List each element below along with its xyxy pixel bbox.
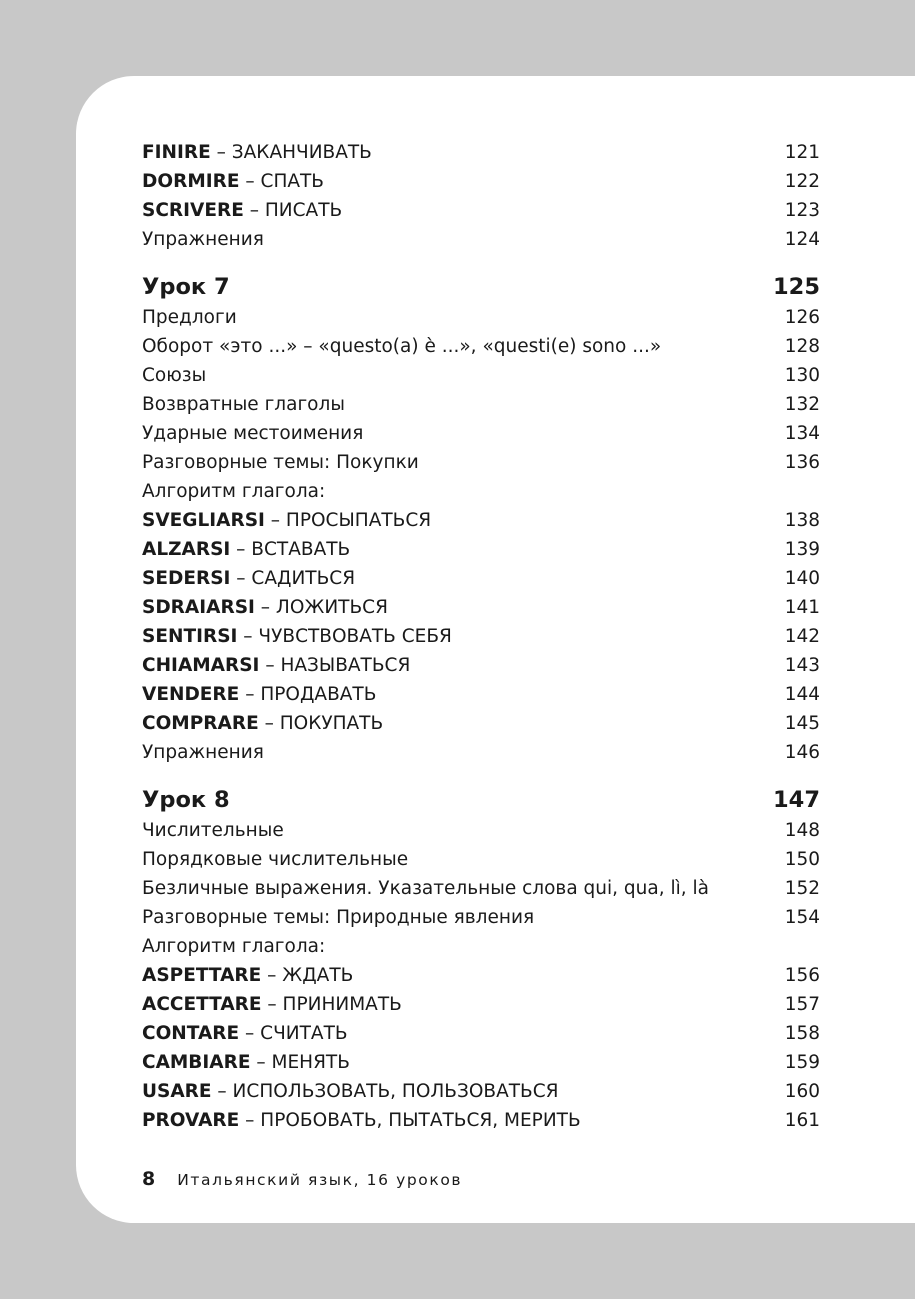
entry-text: – СПАТЬ [239, 171, 325, 192]
toc-entry[interactable] [142, 1048, 820, 1077]
page-number: 8 [142, 1168, 156, 1190]
entry-text: Разговорные темы: Природные явления [142, 907, 535, 928]
entry-label [142, 874, 709, 903]
entry-page-number: 130 [784, 365, 820, 386]
toc-entry[interactable] [142, 225, 820, 254]
entry-label [142, 535, 350, 564]
entry-page-number: 136 [784, 452, 820, 473]
toc-entry[interactable] [142, 593, 820, 622]
entry-label [142, 961, 353, 990]
entry-text: Упражнения [142, 229, 264, 250]
entry-text: Безличные выражения. Указательные слова qui, qua, lì, là [142, 878, 709, 899]
entry-verb: ASPETTARE [142, 965, 262, 986]
entry-label [142, 903, 534, 932]
entry-verb: PROVARE [142, 1110, 240, 1131]
entry-label [142, 738, 264, 767]
entry-page-number: 134 [784, 423, 820, 444]
entry-text: – ПРОСЫПАТЬСЯ [264, 510, 432, 531]
entry-verb: SEDERSI [142, 568, 231, 589]
entry-text: – ВСТАВАТЬ [230, 539, 351, 560]
entry-verb: USARE [142, 1081, 212, 1102]
lesson-page-number: 147 [773, 787, 820, 813]
entry-text: Разговорные темы: Покупки [142, 452, 419, 473]
entry-label [142, 303, 237, 332]
entry-label [142, 419, 363, 448]
entry-page-number: 128 [784, 336, 820, 357]
entry-text: Предлоги [142, 307, 237, 328]
entry-verb: COMPRARE [142, 713, 259, 734]
entry-text: – ЖДАТЬ [261, 965, 354, 986]
entry-verb: DORMIRE [142, 171, 240, 192]
toc-entry[interactable] [142, 419, 820, 448]
entry-page-number: 126 [784, 307, 820, 328]
toc-entry[interactable] [142, 738, 820, 767]
entry-text: – ЧУВСТВОВАТЬ СЕБЯ [237, 626, 452, 647]
entry-page-number: 159 [784, 1052, 820, 1073]
entry-page-number: 121 [784, 142, 820, 163]
entry-page-number: 161 [784, 1110, 820, 1131]
entry-text: – ИСПОЛЬЗОВАТЬ, ПОЛЬЗОВАТЬСЯ [211, 1081, 559, 1102]
toc-entry[interactable] [142, 651, 820, 680]
toc-entry[interactable] [142, 506, 820, 535]
lesson-heading[interactable] [142, 271, 820, 303]
entry-text: – САДИТЬСЯ [230, 568, 356, 589]
entry-page-number: 148 [784, 820, 820, 841]
entry-verb: CAMBIARE [142, 1052, 251, 1073]
entry-label [142, 225, 264, 254]
entry-verb: ACCETTARE [142, 994, 262, 1015]
lesson-page-number: 125 [773, 274, 820, 300]
entry-label [142, 1106, 581, 1135]
toc-entry[interactable] [142, 390, 820, 419]
entry-label [142, 332, 661, 361]
entry-page-number: 160 [784, 1081, 820, 1102]
toc-entry[interactable] [142, 709, 820, 738]
entry-text: – НАЗЫВАТЬСЯ [259, 655, 411, 676]
entry-verb: SCRIVERE [142, 200, 244, 221]
entry-text: – ЗАКАНЧИВАТЬ [210, 142, 372, 163]
entry-text: Числительные [142, 820, 284, 841]
toc-entry[interactable] [142, 1019, 820, 1048]
lesson-title: Урок 7 [142, 274, 230, 300]
entry-label [142, 564, 355, 593]
entry-label [142, 651, 410, 680]
toc-entry[interactable] [142, 448, 820, 477]
entry-text: – ПРИНИМАТЬ [261, 994, 402, 1015]
entry-verb: SVEGLIARSI [142, 510, 265, 531]
toc-entry[interactable] [142, 303, 820, 332]
entry-label [142, 390, 345, 419]
entry-verb: SDRAIARSI [142, 597, 255, 618]
page-footer [142, 1168, 462, 1190]
entry-text: Возвратные глаголы [142, 394, 345, 415]
toc-entry[interactable] [142, 138, 820, 167]
entry-label [142, 506, 431, 535]
entry-page-number: 150 [784, 849, 820, 870]
toc-entry[interactable] [142, 961, 820, 990]
entry-verb: FINIRE [142, 142, 211, 163]
entry-page-number: 154 [784, 907, 820, 928]
entry-verb: CONTARE [142, 1023, 240, 1044]
entry-text: Алгоритм глагола: [142, 481, 326, 502]
entry-label [142, 1019, 348, 1048]
entry-text: Алгоритм глагола: [142, 936, 326, 957]
entry-text: Упражнения [142, 742, 264, 763]
entry-label [142, 196, 342, 225]
entry-label [142, 477, 325, 506]
toc-entry[interactable] [142, 1077, 820, 1106]
entry-page-number: 152 [784, 878, 820, 899]
toc-entry[interactable] [142, 816, 820, 845]
lesson-title: Урок 8 [142, 787, 230, 813]
entry-page-number: 122 [784, 171, 820, 192]
entry-label [142, 448, 419, 477]
toc-entry[interactable] [142, 680, 820, 709]
running-title: Итальянский язык, 16 уроков [177, 1171, 463, 1189]
toc-entry[interactable] [142, 990, 820, 1019]
entry-text: – ЛОЖИТЬСЯ [254, 597, 388, 618]
entry-text: – ПИСАТЬ [243, 200, 343, 221]
toc-entry[interactable] [142, 361, 820, 390]
entry-page-number: 144 [784, 684, 820, 705]
entry-text: Союзы [142, 365, 207, 386]
entry-text: Порядковые числительные [142, 849, 409, 870]
entry-text: – ПРОБОВАТЬ, ПЫТАТЬСЯ, МЕРИТЬ [239, 1110, 581, 1131]
entry-text: – МЕНЯТЬ [250, 1052, 350, 1073]
toc-entry[interactable] [142, 564, 820, 593]
entry-label [142, 1077, 559, 1106]
entry-text: Оборот «это ...» – «questo(a) è ...», «questi(e) sono ...» [142, 336, 662, 357]
entry-label [142, 167, 324, 196]
entry-label [142, 593, 388, 622]
entry-page-number: 138 [784, 510, 820, 531]
entry-label [142, 1048, 350, 1077]
entry-verb: SENTIRSI [142, 626, 238, 647]
lesson-heading[interactable] [142, 784, 820, 816]
toc-entry[interactable] [142, 535, 820, 564]
entry-label [142, 680, 376, 709]
entry-page-number: 123 [784, 200, 820, 221]
entry-page-number: 146 [784, 742, 820, 763]
toc-entry[interactable] [142, 332, 820, 361]
toc-entry[interactable] [142, 845, 820, 874]
entry-label [142, 990, 402, 1019]
entry-label [142, 622, 452, 651]
toc-entry[interactable] [142, 903, 820, 932]
entry-page-number: 141 [784, 597, 820, 618]
entry-page-number: 145 [784, 713, 820, 734]
entry-text: Ударные местоимения [142, 423, 364, 444]
book-page [76, 76, 915, 1223]
entry-text: – СЧИТАТЬ [239, 1023, 348, 1044]
toc-entry[interactable] [142, 622, 820, 651]
entry-page-number: 142 [784, 626, 820, 647]
entry-verb: VENDERE [142, 684, 240, 705]
toc-entry[interactable] [142, 874, 820, 903]
entry-verb: CHIAMARSI [142, 655, 260, 676]
entry-page-number: 158 [784, 1023, 820, 1044]
toc-entry[interactable] [142, 167, 820, 196]
entry-text: – ПРОДАВАТЬ [239, 684, 377, 705]
entry-text: – ПОКУПАТЬ [258, 713, 384, 734]
entry-page-number: 156 [784, 965, 820, 986]
entry-page-number: 157 [784, 994, 820, 1015]
table-of-contents [142, 138, 820, 1135]
entry-label [142, 932, 325, 961]
entry-label [142, 816, 284, 845]
toc-entry[interactable] [142, 1106, 820, 1135]
entry-label [142, 361, 206, 390]
toc-entry[interactable] [142, 932, 820, 961]
entry-label [142, 138, 372, 167]
entry-page-number: 132 [784, 394, 820, 415]
entry-page-number: 140 [784, 568, 820, 589]
entry-verb: ALZARSI [142, 539, 231, 560]
entry-label [142, 845, 408, 874]
entry-page-number: 143 [784, 655, 820, 676]
entry-label [142, 709, 383, 738]
toc-entry[interactable] [142, 477, 820, 506]
toc-entry[interactable] [142, 196, 820, 225]
entry-page-number: 139 [784, 539, 820, 560]
entry-page-number: 124 [784, 229, 820, 250]
